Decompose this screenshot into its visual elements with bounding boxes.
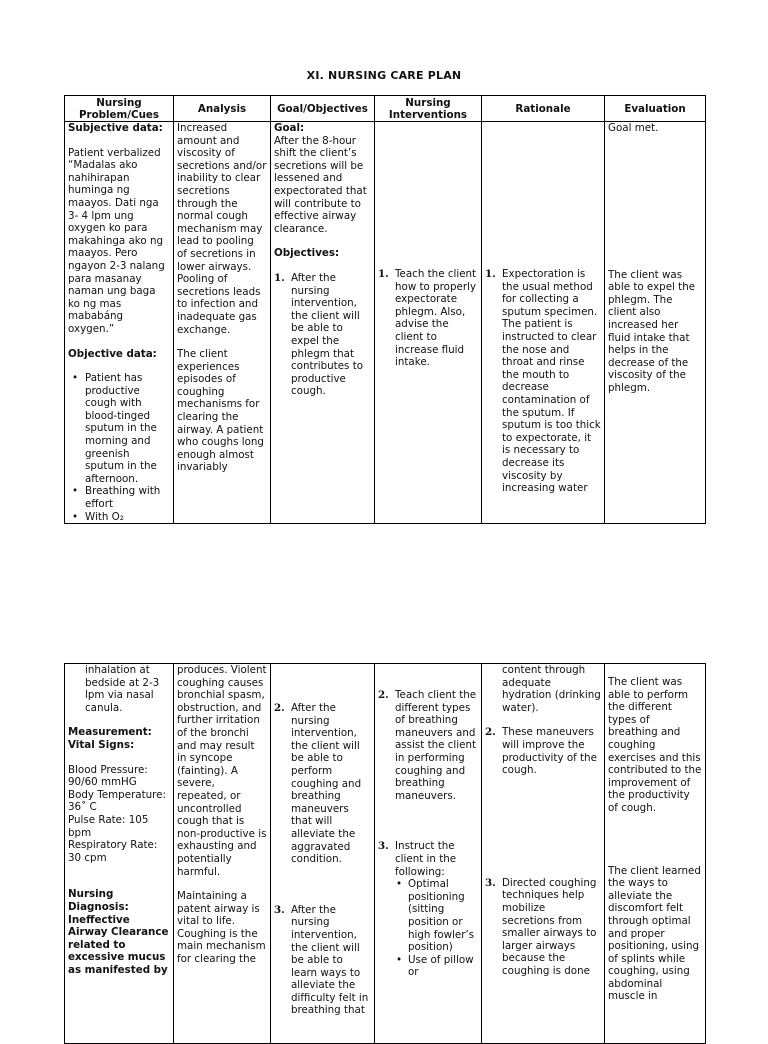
interventions-cell	[375, 122, 482, 524]
evaluation-cell	[605, 122, 706, 524]
intervention-text: Instruct the client in the following:	[395, 840, 457, 878]
item-number: 3.	[485, 876, 496, 889]
care-plan-table-page-1	[64, 95, 706, 524]
list-item: • Optimal positioning (sitting position or high fowler’s position)	[408, 878, 478, 954]
objective-list	[68, 372, 170, 523]
rationale-continuation: content through adequate hydration (drinking water).	[502, 664, 601, 714]
problem-cell	[65, 664, 174, 1044]
item-number: 3.	[378, 840, 389, 853]
goal-cell	[271, 122, 375, 524]
table-header-row	[65, 96, 706, 122]
header-rationale: Rationale	[482, 96, 605, 122]
evaluation-text: The client was able to perform the different types of breathing and coughing exercises and this contributed to the improvement of the productivity of cough.	[608, 676, 702, 814]
item-number: 1.	[378, 268, 389, 280]
rationale-text: Directed coughing techniques help mobilize secretions from smaller airways to larger airways because the coughing is done	[502, 876, 597, 977]
intervention-item	[378, 689, 478, 802]
subjective-heading: Subjective data:	[68, 122, 163, 134]
list-item: • With O₂	[85, 511, 170, 524]
objective-text: After the nursing intervention, the client will be able to perform coughing and breathing maneuvers that will alleviate the aggravated condition.	[291, 702, 362, 866]
problem-cell	[65, 122, 174, 524]
evaluation-text: The client learned the ways to alleviate the discomfort felt through optimal and proper positioning, using of splints while coughing, using abdominal muscle in	[608, 864, 701, 1003]
header-interventions: Nursing Interventions	[375, 96, 482, 122]
goal-heading: Goal:	[274, 122, 305, 134]
evaluation-text: The client was able to expel the phlegm. The client also increased her fluid intake that helps in the decrease of the viscosity of the phlegm.	[608, 268, 696, 394]
header-goal: Goal/Objectives	[271, 96, 375, 122]
oxygen-continuation: inhalation at bedside at 2-3 lpm via nasal canula.	[85, 664, 160, 714]
rationale-item	[485, 268, 601, 495]
intervention-text: Teach client the different types of breathing maneuvers and assist the client in performing coughing and breathing maneuvers.	[395, 689, 477, 802]
analysis-cell	[174, 122, 271, 524]
intervention-text: Teach the client how to properly expectorate phlegm. Also, advise the client to increase fluid intake.	[395, 268, 477, 369]
goal-text: After the 8-hour shift the client’s secretions will be lessened and expectorated that will contribute to effective airway clearance.	[274, 134, 367, 235]
analysis-paragraph: produces. Violent coughing causes bronchial spasm, obstruction, and further irritation of the bronchi and may result in syncope (fainting). A severe, repeated, or uncontrolled cough that is non-productive is exhausting and potentially harmful.	[177, 664, 267, 878]
header-problem: Nursing Problem/Cues	[65, 96, 174, 122]
item-number: 3.	[274, 903, 285, 916]
goal-cell	[271, 664, 375, 1044]
objective-item	[274, 702, 371, 866]
page-title: XI. NURSING CARE PLAN	[306, 69, 462, 82]
analysis-paragraph: Maintaining a patent airway is vital to life. Coughing is the main mechanism for clearing the	[177, 890, 266, 966]
table-row	[65, 122, 706, 524]
objective-heading: Objective data:	[68, 347, 157, 360]
intervention-item	[378, 268, 478, 369]
header-analysis: Analysis	[174, 96, 271, 122]
header-evaluation: Evaluation	[605, 96, 706, 122]
rationale-text: Expectoration is the usual method for collecting a sputum specimen. The patient is instructed to clear the nose and throat and rinse the mouth to decrease contamination of the sputum. If sputum is too thick to expectorate, it is necessary to decrease its viscosity by increasing water	[502, 268, 601, 495]
table-row	[65, 664, 706, 1044]
item-number: 2.	[274, 702, 285, 714]
objectives-heading: Objectives:	[274, 247, 340, 260]
rationale-item	[485, 726, 601, 776]
item-number: 2.	[485, 726, 496, 739]
goal-met-text: Goal met.	[608, 122, 659, 134]
care-plan-table-page-2	[64, 663, 706, 1044]
body-temperature: Body Temperature: 36˚ C	[68, 788, 166, 814]
objective-text: After the nursing intervention, the client will be able to expel the phlegm that contributes to productive cough.	[291, 271, 364, 398]
list-item: • Breathing with effort	[85, 485, 170, 510]
positioning-list	[378, 878, 478, 979]
list-item: • Use of pillow or	[408, 954, 478, 979]
objective-text: After the nursing intervention, the client will be able to learn ways to alleviate the difficulty felt in breathing that	[291, 903, 369, 1017]
objective-item	[274, 904, 371, 1017]
nursing-diagnosis: Nursing Diagnosis: Ineffective Airway Clearance related to excessive mucus as manifested by	[68, 888, 169, 976]
interventions-cell	[375, 664, 482, 1044]
rationale-cell	[482, 122, 605, 524]
respiratory-rate: Respiratory Rate: 30 cpm	[68, 839, 158, 864]
analysis-paragraph: The client experiences episodes of coughing mechanisms for clearing the airway. A patient who coughs long enough almost invariably	[177, 348, 264, 474]
item-number: 1.	[485, 268, 496, 280]
analysis-paragraph: Increased amount and viscosity of secretions and/or inability to clear secretions through the normal cough mechanism may lead to pooling of secretions in lower airways. Pooling of secretions leads to infection and inadequate gas exchange.	[177, 122, 267, 336]
pulse-rate: Pulse Rate: 105 bpm	[68, 813, 149, 839]
objective-item	[274, 272, 371, 398]
evaluation-cell	[605, 664, 706, 1044]
intervention-item	[378, 840, 478, 878]
item-number: 1.	[274, 271, 285, 284]
rationale-cell	[482, 664, 605, 1044]
blood-pressure: Blood Pressure: 90/60 mmHG	[68, 763, 148, 789]
subjective-text: Patient verbalized “Madalas ako nahihirapan huminga ng maayos. Dati nga 3- 4 lpm ung oxygen ko para makahinga ako ng maayos. Pero ngayon 2-3 nalang para masanay naman ung baga ko ng mas mababáng oxygen.”	[68, 146, 165, 335]
item-number: 2.	[378, 689, 389, 701]
rationale-text: These maneuvers will improve the productivity of the cough.	[502, 726, 597, 777]
measurement-heading: Measurement: Vital Signs:	[68, 726, 152, 751]
analysis-cell	[174, 664, 271, 1044]
list-item: • Patient has productive cough with blood-tinged sputum in the morning and greenish sputum in the afternoon.	[85, 372, 170, 485]
rationale-item	[485, 877, 601, 978]
